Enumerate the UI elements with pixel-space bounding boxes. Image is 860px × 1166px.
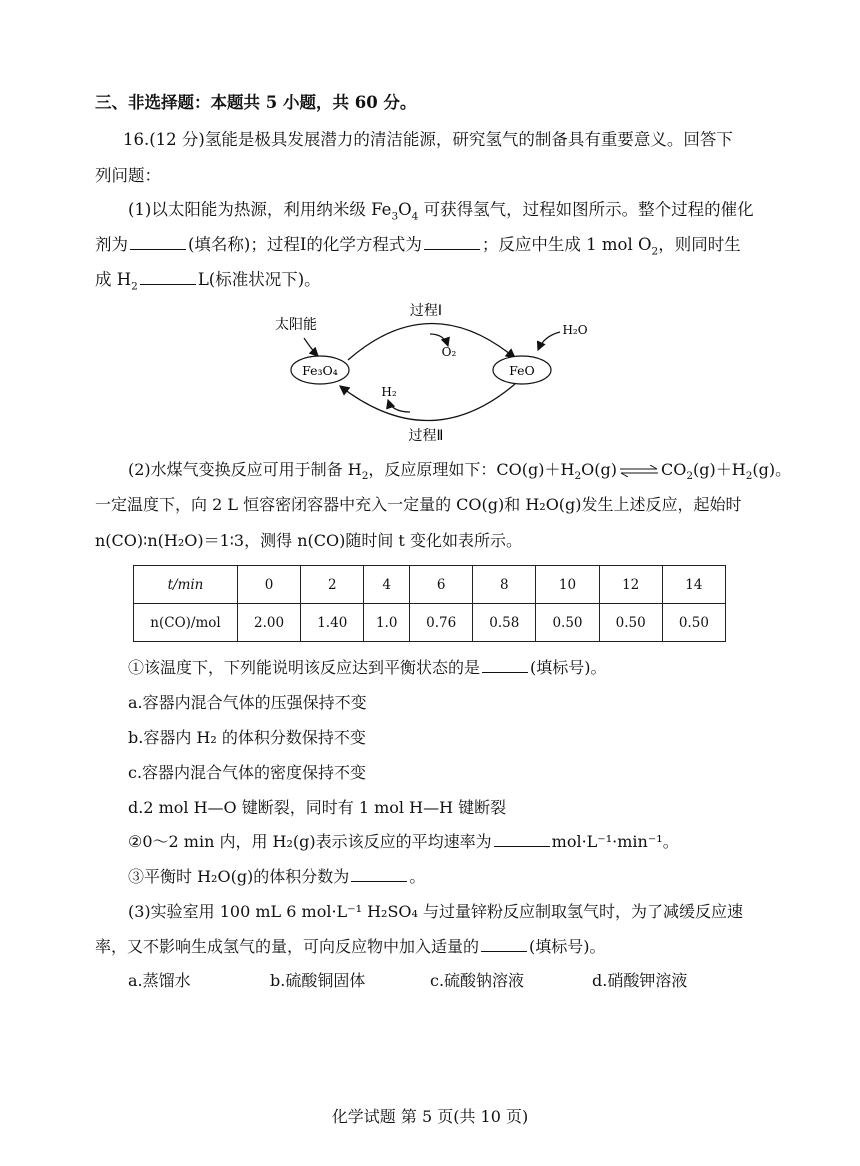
feo-label: FeO [509, 363, 535, 378]
part3-option-b: b.硫酸铜固体 [270, 971, 366, 990]
h2o-label: H₂O [562, 323, 588, 337]
table-row [134, 566, 726, 604]
part3-option-a: a.蒸馏水 [128, 971, 191, 990]
table-cell: 8 [473, 566, 536, 604]
h2o-arrow [538, 332, 560, 350]
n-co-vs-time-table [133, 565, 726, 642]
part1-line2: 剂为 (填名称)；过程Ⅰ的化学方程式为 ；反应中生成 1 mol $O_2$，则同时生 [95, 235, 741, 258]
reaction-cycle-diagram [260, 298, 600, 446]
part2-line2: 一定温度下，向 2 L 恒容密闭容器中充入一定量的 CO(g)和 H₂O(g)发生上述反应，起始时 [95, 495, 742, 514]
catalyst-blank[interactable] [130, 235, 186, 250]
table-cell: 1.40 [301, 604, 364, 642]
fe3o4-label: Fe₃O₄ [302, 363, 338, 378]
part1-line3: 成 $H_2$ L(标准状况下)。 [95, 270, 321, 293]
part3-line1: (3)实验室用 100 mL 6 mol·L⁻¹ H₂SO₄ 与过量锌粉反应制取氢气时，为了减缓反应速 [128, 902, 744, 921]
part3-line2: 率，又不影响生成氢气的量，可向反应物中加入适量的 (填标号)。 [95, 937, 606, 956]
table-row [134, 604, 726, 642]
subquestion-1: ①该温度下，下列能说明该反应达到平衡状态的是 (填标号)。 [128, 658, 607, 677]
table-cell: 0 [238, 566, 301, 604]
process1-arc [348, 323, 515, 360]
h2-volume-blank[interactable] [140, 270, 196, 285]
table-cell: 0.50 [536, 604, 599, 642]
o2-label: O₂ [441, 345, 457, 359]
question-16-stem-line1: 16.(12 分)氢能是极具发展潜力的清洁能源，研究氢气的制备具有重要意义。回答下 [123, 130, 733, 149]
equation-blank[interactable] [424, 235, 480, 250]
question-16-stem-line2: 列问题： [95, 166, 161, 185]
table-cell: 4 [364, 566, 410, 604]
process1-label: 过程Ⅰ [409, 303, 443, 319]
table-cell: 10 [536, 566, 599, 604]
equilibrium-blank[interactable] [482, 658, 528, 673]
part2-line3: n(CO)∶n(H₂O)＝1∶3，测得 n(CO)随时间 t 变化如表所示。 [95, 531, 522, 550]
page-footer: 化学试题 第 5 页(共 10 页) [331, 1107, 529, 1126]
option-c: c.容器内混合气体的密度保持不变 [128, 763, 367, 782]
subquestion-3: ③平衡时 H₂O(g)的体积分数为 。 [128, 867, 426, 886]
h2-label: H₂ [381, 385, 397, 399]
table-cell: 0.50 [662, 604, 725, 642]
section-title: 三、非选择题：本题共 5 小题，共 60 分。 [95, 93, 417, 112]
table-cell: 1.0 [364, 604, 410, 642]
table-cell: 0.50 [599, 604, 662, 642]
table-cell: 0.58 [473, 604, 536, 642]
part3-option-c: c.硫酸钠溶液 [430, 971, 525, 990]
solar-arrow [304, 338, 318, 356]
table-cell: 12 [599, 566, 662, 604]
option-d: d.2 mol H—O 键断裂，同时有 1 mol H—H 键断裂 [128, 798, 507, 817]
table-cell: 2.00 [238, 604, 301, 642]
table-header-cell: n(CO)/mol [134, 604, 238, 642]
table-header-cell: t/min [134, 566, 238, 604]
part1-line1: (1)以太阳能为热源，利用纳米级 $Fe_3O_4$ 可获得氢气，过程如图所示。整个过程的催化 [128, 200, 754, 223]
part2-line1: (2)水煤气变换反应可用于制备 $H_2$，反应原理如下：$CO(g)+H_2O(g)$ $CO_2(g)+H_2(g)$。 [128, 460, 792, 483]
table-cell: 6 [410, 566, 473, 604]
table-cell: 2 [301, 566, 364, 604]
h2-arrow [388, 400, 410, 412]
equilibrium-arrow-icon [619, 465, 659, 477]
volume-fraction-blank[interactable] [351, 867, 407, 882]
table-cell: 0.76 [410, 604, 473, 642]
process2-label: 过程Ⅱ [408, 428, 444, 444]
solar-label: 太阳能 [275, 317, 317, 333]
option-b: b.容器内 H₂ 的体积分数保持不变 [128, 728, 366, 747]
part3-option-d: d.硝酸钾溶液 [592, 971, 688, 990]
process2-arc [340, 384, 515, 421]
table-cell: 14 [662, 566, 725, 604]
rate-blank[interactable] [494, 832, 550, 847]
subquestion-2: ②0～2 min 内，用 H₂(g)表示该反应的平均速率为 mol·L⁻¹·min⁻¹。 [128, 832, 679, 851]
option-a: a.容器内混合气体的压强保持不变 [128, 693, 367, 712]
additive-blank[interactable] [481, 937, 527, 952]
